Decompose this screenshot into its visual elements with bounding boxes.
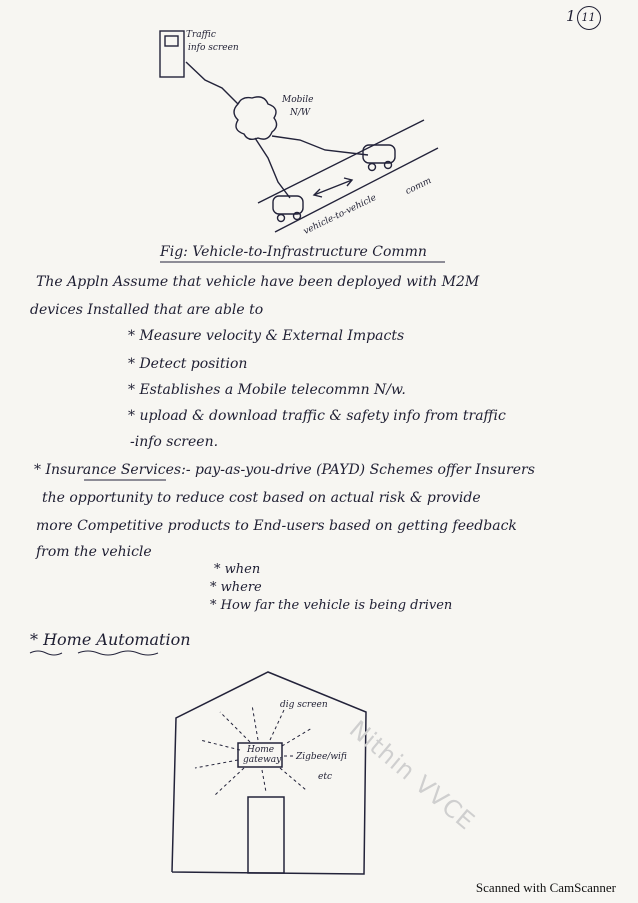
watermark: Nithin VVCE [344,715,481,836]
ray-5 [215,768,244,795]
ray-6 [270,710,284,740]
insurance-item-when: * when [214,562,261,577]
traffic-screen-label-1: Traffic [186,30,216,40]
road-line-top [258,120,424,203]
car-right-wheel-front [369,164,376,171]
page-number-main: 1 [566,7,576,25]
bullet-measure: * Measure velocity & External Impacts [128,328,405,344]
gateway-label-1: Home [247,745,275,755]
car-left-wheel-front [278,215,285,222]
intro-line-2: devices Installed that are able to [30,302,264,318]
intro-line-1: The Appln Assume that vehicle have been deployed with M2M [36,274,480,290]
bullet-detect: * Detect position [128,356,248,372]
screen-label: dig screen [280,700,328,710]
traffic-screen-label-2: info screen [188,43,239,53]
home-underline-2 [78,651,158,655]
home-automation-heading: * Home Automation [30,630,191,649]
traffic-screen-drawing [160,31,184,77]
ray-9 [280,768,306,790]
insurance-line-4: from the vehicle [36,544,152,560]
screen-link-line [186,62,238,104]
car-to-car-arrow [314,180,352,195]
road-label-1: vehicle-to-vehicle [302,193,379,237]
etc-label: etc [318,772,332,782]
car-left-drawing [273,196,303,214]
house-outline [172,672,366,874]
bullet-upload: * upload & download traffic & safety info from traffic [128,408,506,424]
insurance-line-1: * Insurance Services:- pay-as-you-drive (PAYD) Schemes offer Insurers [34,462,535,478]
ray-2 [220,712,250,742]
home-underline-1 [30,651,62,655]
scanner-footer: Scanned with CamScanner [475,880,616,895]
ray-10 [262,770,266,792]
insurance-item-how-far: * How far the vehicle is being driven [210,598,453,613]
ray-3 [200,740,240,750]
figure1-caption: Fig: Vehicle-to-Infrastructure Commn [160,244,427,260]
insurance-line-2: the opportunity to reduce cost based on actual risk & provide [42,490,481,506]
house-door [248,797,284,873]
road-label-2: comm [404,175,434,197]
page-number-circled: 11 [577,6,601,30]
insurance-item-where: * where [210,580,262,595]
gateway-label-2: gateway [243,755,282,765]
ray-7 [282,728,312,746]
bullet-establish: * Establishes a Mobile telecommn N/w. [128,382,406,398]
mobile-label-1: Mobile [282,95,314,105]
traffic-screen-display [165,36,178,46]
ray-4 [195,760,238,768]
bullet-upload-cont: -info screen. [130,434,219,450]
zigbee-label: Zigbee/wifi [296,752,347,762]
cloud-to-car-right-line [272,136,368,155]
mobile-network-cloud [234,97,277,139]
insurance-line-3: more Competitive products to End-users based on getting feedback [36,518,517,534]
mobile-label-2: N/W [290,108,311,118]
ray-1 [252,705,258,740]
